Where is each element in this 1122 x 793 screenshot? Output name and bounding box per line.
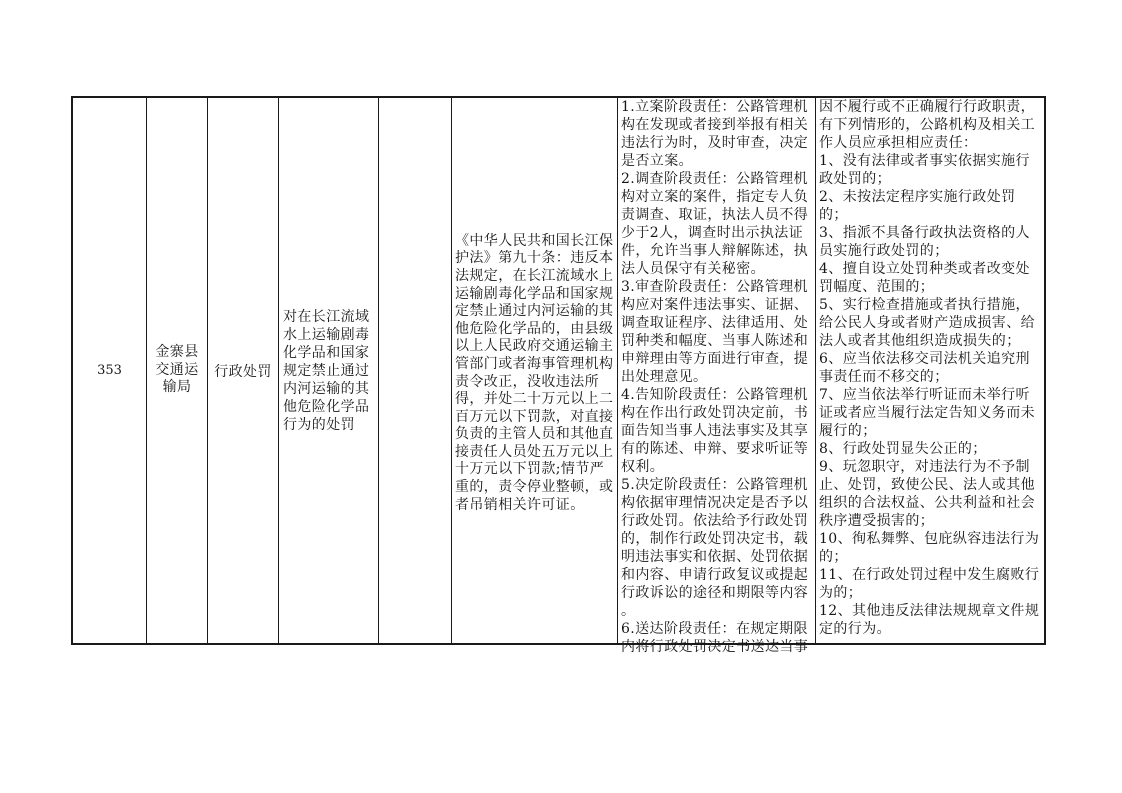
- responsibility-line: 构应对案件违法事实、证据、: [621, 297, 809, 313]
- responsibility-cell: [617, 98, 815, 655]
- power-list-table: [71, 96, 1046, 655]
- responsibility-line: 罚种类和幅度、当事人陈述和: [621, 333, 809, 349]
- responsibility-line: 构对立案的案件，指定专人负: [621, 189, 809, 205]
- legal-basis-line: 管部门或者海事管理机构: [455, 355, 614, 372]
- accountability-line: 6、应当依法移交司法机关追究刑: [819, 351, 1030, 367]
- accountability-line: 10、徇私舞弊、包庇纵容违法行为: [819, 531, 1040, 547]
- accountability-cell: [815, 98, 1044, 643]
- accountability-line: 罚幅度、范围的；: [819, 279, 935, 295]
- responsibility-line: 权利。: [621, 459, 665, 475]
- responsibility-line: 少于2人，调查时出示执法证: [621, 225, 804, 241]
- accountability-line: 11、在行政处罚过程中发生腐败行: [819, 567, 1040, 583]
- item-name-line: 对在长江流域: [283, 308, 370, 325]
- responsibility-line: 的，制作行政处罚决定书，载: [621, 531, 809, 547]
- responsibility-line: 4.告知阶段责任：公路管理机: [621, 387, 808, 403]
- accountability-line: 为的；: [819, 585, 863, 601]
- legal-basis-cell: [451, 98, 617, 643]
- responsibility-line: 和内容、申请行政复议或提起: [621, 567, 809, 583]
- accountability-line: 12、其他违反法律法规规章文件规: [819, 603, 1040, 619]
- responsibility-line: 构在发现或者接到举报有相关: [621, 117, 809, 133]
- responsibility-line: 是否立案。: [621, 153, 693, 169]
- responsibility-line: 出处理意见。: [621, 369, 708, 385]
- department-name-line: 输局: [162, 379, 192, 396]
- accountability-line: 组织的合法权益、公共利益和社会: [819, 495, 1035, 511]
- accountability-line: 8、行政处罚显失公正的；: [819, 441, 987, 457]
- responsibility-line: 行政诉讼的途径和期限等内容: [621, 585, 809, 601]
- accountability-line: 因不履行或不正确履行行政职责，: [819, 99, 1035, 115]
- item-name-line: 行为的处罚: [283, 416, 355, 433]
- responsibility-line: 6.送达阶段责任：在规定期限: [621, 621, 808, 637]
- accountability-line: 7、应当依法举行听证而未举行听: [819, 387, 1030, 403]
- responsibility-line: 构在作出行政处罚决定前，书: [621, 405, 809, 421]
- row-number: 353: [97, 363, 122, 378]
- responsibility-line: 面告知当事人违法事实及其享: [621, 423, 809, 439]
- accountability-line: 法人或者其他组织造成损失的；: [819, 333, 1021, 349]
- legal-basis-line: 十万元以下罚款;情节严: [455, 461, 605, 478]
- legal-basis-line: 定禁止通过内河运输的其: [455, 303, 614, 320]
- responsibility-line: 构依据审理情况决定是否予以: [621, 495, 809, 511]
- accountability-line: 2、未按法定程序实施行政处罚: [819, 189, 1016, 205]
- legal-basis-line: 负责的主管人员和其他直: [455, 426, 614, 443]
- legal-basis-line: 运输剧毒化学品和国家规: [455, 285, 614, 302]
- accountability-line: 5、实行检查措施或者执行措施，: [819, 297, 1030, 313]
- accountability-line: 政处罚的；: [819, 171, 891, 187]
- legal-basis-line: 重的，责令停业整顿，或: [455, 479, 614, 496]
- responsibility-line: 明违法事实和依据、处罚依据: [621, 549, 809, 565]
- responsibility-line: 5.决定阶段责任：公路管理机: [621, 477, 808, 493]
- responsibility-line: 1.立案阶段责任：公路管理机: [621, 99, 808, 115]
- item-name: [283, 308, 369, 434]
- accountability-line: 的；: [819, 549, 848, 565]
- item-name-line: 他危险化学品: [283, 398, 370, 415]
- item-name-cell: [278, 98, 378, 643]
- legal-basis-line: 法规定，在长江流域水上: [455, 267, 614, 284]
- legal-basis-line: 《中华人民共和国长江保: [455, 232, 614, 249]
- accountability-line: 秩序遭受损害的；: [819, 513, 935, 529]
- category-cell: [207, 98, 278, 643]
- accountability-line: 1、没有法律或者事实依据实施行: [819, 153, 1030, 169]
- legal-basis-line: 者吊销相关许可证。: [455, 496, 585, 513]
- accountability-line: 的；: [819, 207, 848, 223]
- power-category: 行政处罚: [214, 363, 272, 380]
- accountability-line: 3、指派不具备行政执法资格的人: [819, 225, 1030, 241]
- sub-item-cell: [378, 98, 451, 643]
- department-name-line: 交通运: [155, 361, 199, 378]
- legal-basis-line: 百万元以下罚款，对直接: [455, 408, 614, 425]
- item-name-line: 水上运输剧毒: [283, 326, 370, 343]
- accountability-text: [819, 98, 1044, 638]
- accountability-line: 作人员应承担相应责任：: [819, 135, 978, 151]
- responsibility-line: 内将行政处罚决定书送达当事: [621, 639, 809, 655]
- accountability-line: 9、玩忽职守，对违法行为不予制: [819, 459, 1030, 475]
- legal-basis-text: [455, 233, 613, 515]
- legal-basis-line: 以上人民政府交通运输主: [455, 338, 614, 355]
- responsibility-line: 3.审查阶段责任：公路管理机: [621, 279, 808, 295]
- accountability-line: 证或者应当履行法定告知义务而未: [819, 405, 1035, 421]
- legal-basis-line: 得，并处二十万元以上二: [455, 391, 614, 408]
- accountability-line: 给公民人身或者财产造成损害、给: [819, 315, 1035, 331]
- accountability-line: 事责任而不移交的；: [819, 369, 949, 385]
- item-name-line: 内河运输的其: [283, 380, 370, 397]
- legal-basis-line: 责令改正，没收违法所: [455, 373, 599, 390]
- accountability-line: 履行的；: [819, 423, 877, 439]
- row-number-cell: [73, 98, 146, 643]
- accountability-line: 有下列情形的，公路机构及相关工: [819, 117, 1035, 133]
- responsibility-line: 行政处罚。依法给予行政处罚: [621, 513, 809, 529]
- legal-basis-line: 他危险化学品的，由县级: [455, 320, 614, 337]
- item-name-line: 化学品和国家: [283, 344, 370, 361]
- accountability-line: 员实施行政处罚的；: [819, 243, 949, 259]
- responsibility-text: [621, 98, 815, 656]
- accountability-line: 止、处罚，致使公民、法人或其他: [819, 477, 1035, 493]
- responsibility-line: 责调查、取证，执法人员不得: [621, 207, 809, 223]
- accountability-line: 定的行为。: [819, 621, 891, 637]
- responsibility-line: 调查取证程序、法律适用、处: [621, 315, 809, 331]
- department-cell: [146, 98, 207, 643]
- accountability-line: 4、擅自设立处罚种类或者改变处: [819, 261, 1030, 277]
- responsibility-line: 违法行为时，及时审查，决定: [621, 135, 809, 151]
- department-name-line: 金寨县: [155, 344, 199, 361]
- responsibility-line: 申辩理由等方面进行审查，提: [621, 351, 809, 367]
- responsibility-line: 。: [621, 603, 636, 619]
- responsibility-line: 法人员保守有关秘密。: [621, 261, 765, 277]
- responsibility-line: 有的陈述、申辩、要求听证等: [621, 441, 809, 457]
- department-name: [155, 344, 198, 397]
- responsibility-line: 件，允许当事人辩解陈述，执: [621, 243, 809, 259]
- legal-basis-line: 接责任人员处五万元以上: [455, 443, 614, 460]
- item-name-line: 规定禁止通过: [283, 362, 370, 379]
- responsibility-line: 2.调查阶段责任：公路管理机: [621, 171, 808, 187]
- legal-basis-line: 护法》第九十条：违反本: [455, 250, 614, 267]
